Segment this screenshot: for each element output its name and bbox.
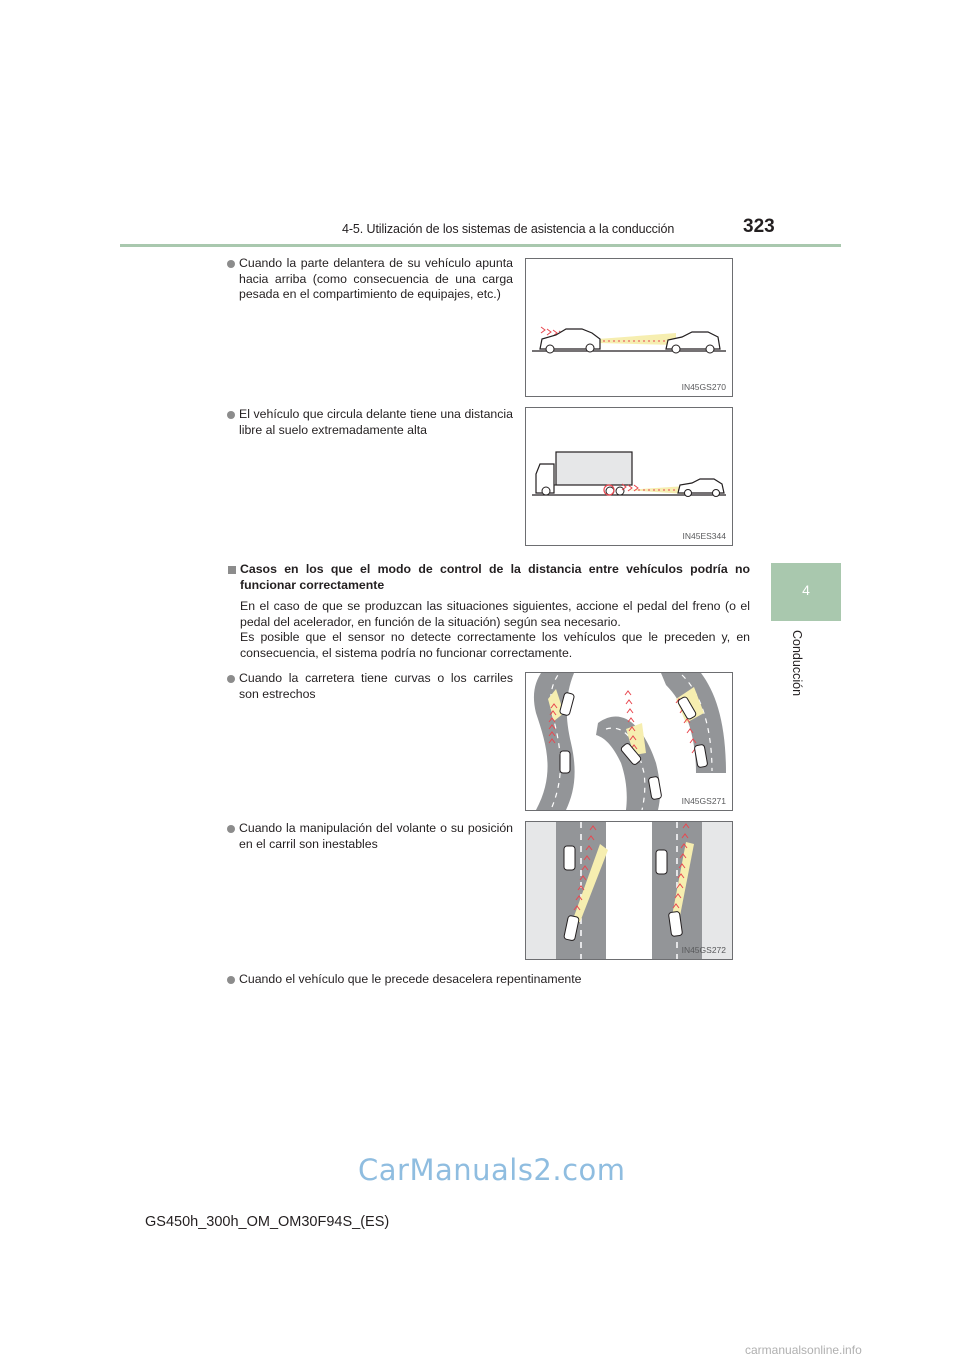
bullet-text: Cuando la parte delantera de su vehículo apunta hacia arriba (como consecuencia de una carga pesada en el compartimiento de equipajes, etc.)	[239, 256, 513, 301]
section-body-2: Es posible que el sensor no detecte correctamente los vehículos que le preceden y, en consecuencia, el sistema podría no funcionar correctamente.	[240, 630, 750, 660]
truck-high-clearance-icon	[526, 408, 732, 545]
page-number: 323	[743, 216, 775, 237]
header-section-title: 4-5. Utilización de los sistemas de asistencia a la conducción	[342, 222, 675, 236]
figure-code: IN45GS270	[681, 382, 726, 392]
bullet-text: Cuando el vehículo que le precede desacelera repentinamente	[239, 972, 582, 986]
bullet-item	[239, 972, 749, 988]
bullet-icon	[227, 260, 235, 268]
chapter-label	[788, 630, 802, 700]
bullet-icon	[227, 675, 235, 683]
chapter-tab	[771, 563, 841, 621]
bullet-text: Cuando la carretera tiene curvas o los carriles son estrechos	[239, 671, 513, 701]
bullet-item	[239, 671, 513, 702]
bullet-text: El vehículo que circula delante tiene una distancia libre al suelo extremadamente alta	[239, 407, 513, 437]
section-inter-vehicle-distance	[240, 562, 750, 661]
figure-unstable-lane	[525, 821, 733, 960]
header-rule	[120, 244, 841, 247]
bullet-item	[239, 256, 513, 303]
figure-code: IN45GS272	[681, 945, 726, 955]
section-title: Casos en los que el modo de control de la distancia entre vehículos podría no funcionar correctamente	[240, 562, 750, 592]
figure-code: IN45ES344	[682, 531, 726, 541]
chapter-label-text: Conducción	[790, 630, 804, 697]
unstable-lane-icon	[526, 822, 732, 959]
bullet-item	[239, 821, 513, 852]
figure-car-pointing-up	[525, 258, 733, 397]
chapter-number: 4	[802, 582, 810, 598]
figure-curved-road	[525, 672, 733, 811]
bullet-icon	[227, 411, 235, 419]
section-marker-icon	[228, 566, 236, 574]
footer-model-code: GS450h_300h_OM_OM30F94S_(ES)	[145, 1214, 390, 1230]
figure-truck-high-clearance	[525, 407, 733, 546]
bullet-icon	[227, 825, 235, 833]
bullet-item	[239, 407, 513, 438]
figure-code: IN45GS271	[681, 796, 726, 806]
bullet-text: Cuando la manipulación del volante o su posición en el carril son inestables	[239, 821, 513, 851]
section-body-1: En el caso de que se produzcan las situaciones siguientes, accione el pedal del freno (o el pedal del acelerador, en función de la situación) según sea necesario.	[240, 599, 750, 629]
watermark: CarManuals2.com	[358, 1153, 626, 1187]
bullet-icon	[227, 976, 235, 984]
curved-road-icon	[526, 673, 732, 810]
source-mark: carmanualsonline.info	[745, 1343, 862, 1357]
car-pointing-up-icon	[526, 259, 732, 396]
